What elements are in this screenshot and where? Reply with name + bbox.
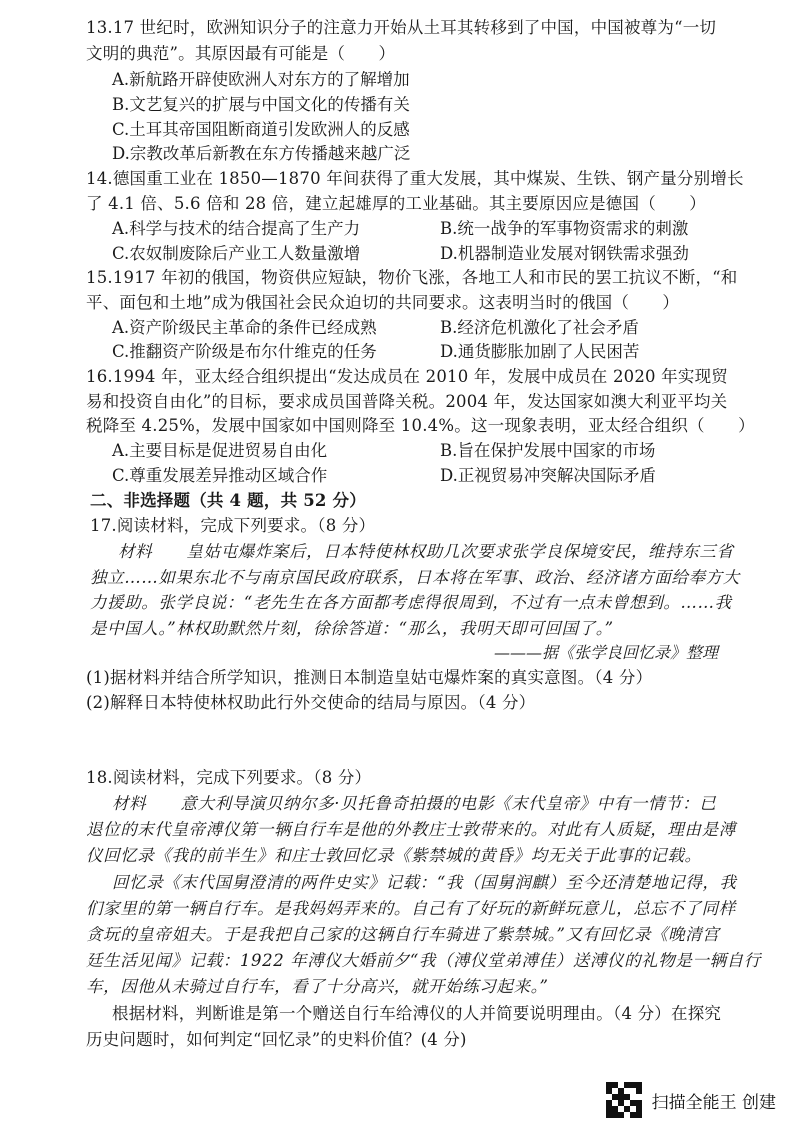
q16-option-a: A.主要目标是促进贸易自由化 <box>112 441 328 460</box>
section-heading: 二、非选择题（共 4 题，共 52 分） <box>90 491 366 510</box>
scanner-watermark <box>606 1082 776 1118</box>
q17-material-line3: 力援助。张学良说：“老先生在各方面都考虑得很周到，不过有一点未曾想到。……我 <box>90 593 732 612</box>
q15-option-c: C.推翻资产阶级是布尔什维克的任务 <box>112 342 377 361</box>
q18-material-line2: 退位的末代皇帝溥仪第一辆自行车是他的外教庄士敦带来的。对此有人质疑，理由是溥 <box>86 820 736 839</box>
q16-option-b: B.旨在保护发展中国家的市场 <box>440 441 656 460</box>
q18-material-line8: 车，因他从未骑过自行车，看了十分高兴，就开始练习起来。” <box>86 977 549 996</box>
q18-requirement-line2: 历史问题时，如何判定“回忆录”的史料价值？(4 分) <box>86 1030 467 1049</box>
q18-material-line5: 们家里的第一辆自行车。是我妈妈弄来的。自己有了好玩的新鲜玩意儿，总忘不了同样 <box>86 899 736 918</box>
q17-material-line2: 独立……如果东北不与南京国民政府联系，日本将在军事、政治、经济诸方面给奉方大 <box>90 568 740 587</box>
scanner-brand-text: 扫描全能王 创建 <box>651 1092 776 1113</box>
q17-source: ———据《张学良回忆录》整理 <box>493 643 718 662</box>
q14-option-c: C.农奴制废除后产业工人数量激增 <box>112 244 361 263</box>
q18-requirement-line1: 根据材料，判断谁是第一个赠送自行车给溥仪的人并简要说明理由。（4 分）在探究 <box>112 1004 722 1023</box>
q16-stem-line1: 16.1994 年，亚太经合组织提出“发达成员在 2010 年，发展中成员在 2020 年实现贸 <box>86 367 728 386</box>
q17-requirement-1: (1)据材料并结合所学知识，推测日本制造皇姑屯爆炸案的真实意图。（4 分） <box>86 668 653 687</box>
q17-material-line4: 是中国人。”林权助默然片刻，徐徐答道：“那么，我明天即可回国了。” <box>90 619 614 638</box>
q13-stem-line1: 13.17 世纪时，欧洲知识分子的注意力开始从土耳其转移到了中国，中国被尊为“一切 <box>86 18 717 37</box>
q13-option-b: B.文艺复兴的扩展与中国文化的传播有关 <box>112 95 410 114</box>
q18-material-line4: 回忆录《末代国舅澄清的两件史实》记载：“我（国舅润麒）至今还清楚地记得，我 <box>112 873 737 892</box>
q14-option-d: D.机器制造业发展对钢铁需求强劲 <box>440 244 689 263</box>
q18-material-line1: 材料 意大利导演贝纳尔多·贝托鲁奇拍摄的电影《末代皇帝》中有一情节：已 <box>112 794 717 813</box>
q18-material-line7: 廷生活见闻》记载：1922 年溥仪大婚前夕“我（溥仪堂弟溥佳）送溥仪的礼物是一辆自行 <box>86 951 761 970</box>
q17-material-line1: 材料 皇姑屯爆炸案后，日本特使林权助几次要求张学良保境安民，维持东三省 <box>118 542 734 561</box>
q16-stem-line3: 税降至 4.25%，发展中国家如中国则降至 10.4%。这一现象表明，亚太经合组织（ ） <box>86 416 755 435</box>
q13-option-d: D.宗教改革后新教在东方传播越来越广泛 <box>112 144 411 163</box>
q18-title: 18.阅读材料，完成下列要求。（8 分） <box>86 768 372 787</box>
q15-option-b: B.经济危机激化了社会矛盾 <box>440 318 639 337</box>
q13-option-c: C.土耳其帝国阻断商道引发欧洲人的反感 <box>112 120 410 139</box>
q16-option-d: D.正视贸易冲突解决国际矛盾 <box>440 466 656 485</box>
q17-title: 17.阅读材料，完成下列要求。（8 分） <box>90 516 376 535</box>
qr-code-icon <box>606 1082 642 1118</box>
q15-option-a: A.资产阶级民主革命的条件已经成熟 <box>112 318 377 337</box>
q14-stem-line1: 14.德国重工业在 1850—1870 年间获得了重大发展，其中煤炭、生铁、钢产量分别增长 <box>86 169 744 188</box>
q13-stem-line2: 文明的典范”。其原因最有可能是（ ） <box>86 44 396 63</box>
q17-requirement-2: (2)解释日本特使林权助此行外交使命的结局与原因。（4 分） <box>86 693 536 712</box>
q16-option-c: C.尊重发展差异推动区域合作 <box>112 466 328 485</box>
q14-option-a: A.科学与技术的结合提高了生产力 <box>112 219 361 238</box>
q16-stem-line2: 易和投资自由化”的目标，要求成员国普降关税。2004 年，发达国家如澳大利亚平均关 <box>86 392 728 411</box>
q15-option-d: D.通货膨胀加剧了人民困苦 <box>440 342 640 361</box>
q14-option-b: B.统一战争的军事物资需求的刺激 <box>440 219 689 238</box>
q18-material-line3: 仪回忆录《我的前半生》和庄士敦回忆录《紫禁城的黄昏》均无关于此事的记载。 <box>86 846 702 865</box>
q14-stem-line2: 了 4.1 倍、5.6 倍和 28 倍，建立起雄厚的工业基础。其主要原因应是德国（ ） <box>86 194 707 213</box>
q13-option-a: A.新航路开辟使欧洲人对东方的了解增加 <box>112 70 410 89</box>
q15-stem-line1: 15.1917 年初的俄国，物资供应短缺，物价飞涨，各地工人和市民的罢工抗议不断，“和 <box>86 268 738 287</box>
q15-stem-line2: 平、面包和土地”成为俄国社会民众迫切的共同要求。这表明当时的俄国（ ） <box>86 293 680 312</box>
q18-material-line6: 贪玩的皇帝姐夫。于是我把自己家的这辆自行车骑进了紫禁城。”又有回忆录《晚清宫 <box>86 925 720 944</box>
